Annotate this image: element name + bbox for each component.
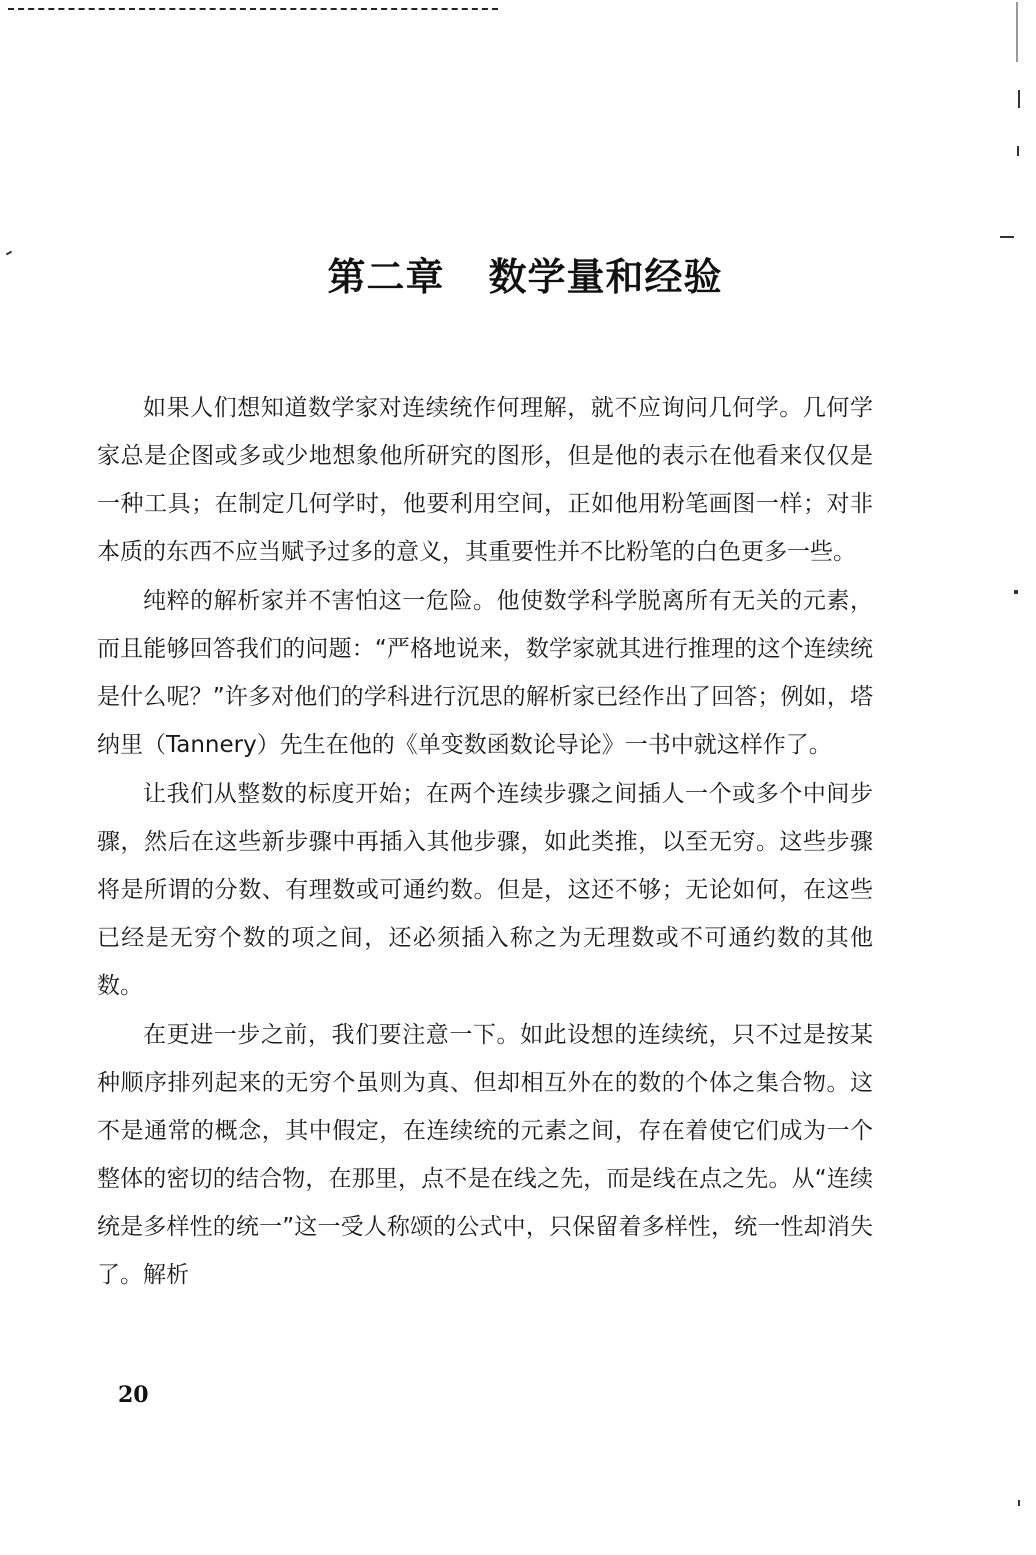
scan-speck [1018, 1500, 1020, 1506]
scan-speck [1018, 90, 1020, 108]
scan-speck [1014, 590, 1018, 594]
scan-speck [1016, 2, 1018, 62]
body-text [97, 384, 873, 1300]
chapter-title: 数学量和经验 [488, 254, 723, 299]
paragraph: 如果人们想知道数学家对连续统作何理解，就不应询问几何学。几何学家总是企图或多或少地想象他所研究的图形，但是他的表示在他看来仅仅是一种工具；在制定几何学时，他要利用空间，正如他用粉笔画图一样；对非本质的东西不应当赋予过多的意义，其重要性并不比粉笔的白色更多一些。 [97, 395, 873, 565]
scan-speck [1000, 236, 1014, 238]
page-number: 20 [118, 1382, 149, 1408]
chapter-heading [0, 246, 1036, 301]
paragraph: 让我们从整数的标度开始；在两个连续步骤之间插人一个或多个中间步骤，然后在这些新步骤中再插入其他步骤，如此类推，以至无穷。这些步骤将是所谓的分数、有理数或可通约数。但是，这还不够；无论如何，在这些已经是无穷个数的项之间，还必须插入称之为无理数或不可通约数的其他数。 [97, 781, 873, 999]
paragraph: 纯粹的解析家并不害怕这一危险。他使数学科学脱离所有无关的元素，而且能够回答我们的问题：“严格地说来，数学家就其进行推理的这个连续统是什么呢？”许多对他们的学科进行沉思的解析家已经作出了回答；例如，塔纳里（Tannery）先生在他的《单变数函数论导论》一书中就这样作了。 [97, 588, 873, 758]
top-dashed-rule [8, 8, 498, 10]
chapter-number: 第二章 [327, 254, 445, 299]
paragraph: 在更进一步之前，我们要注意一下。如此设想的连续统，只不过是按某种顺序排列起来的无穷个虽则为真、但却相互外在的数的个体之集合物。这不是通常的概念，其中假定，在连续统的元素之间，存在着使它们成为一个整体的密切的结合物，在那里，点不是在线之先，而是线在点之先。从“连续统是多样性的统一”这一受人称颂的公式中，只保留着多样性，统一性却消失了。解析 [97, 1022, 873, 1288]
scan-speck [1017, 146, 1019, 156]
